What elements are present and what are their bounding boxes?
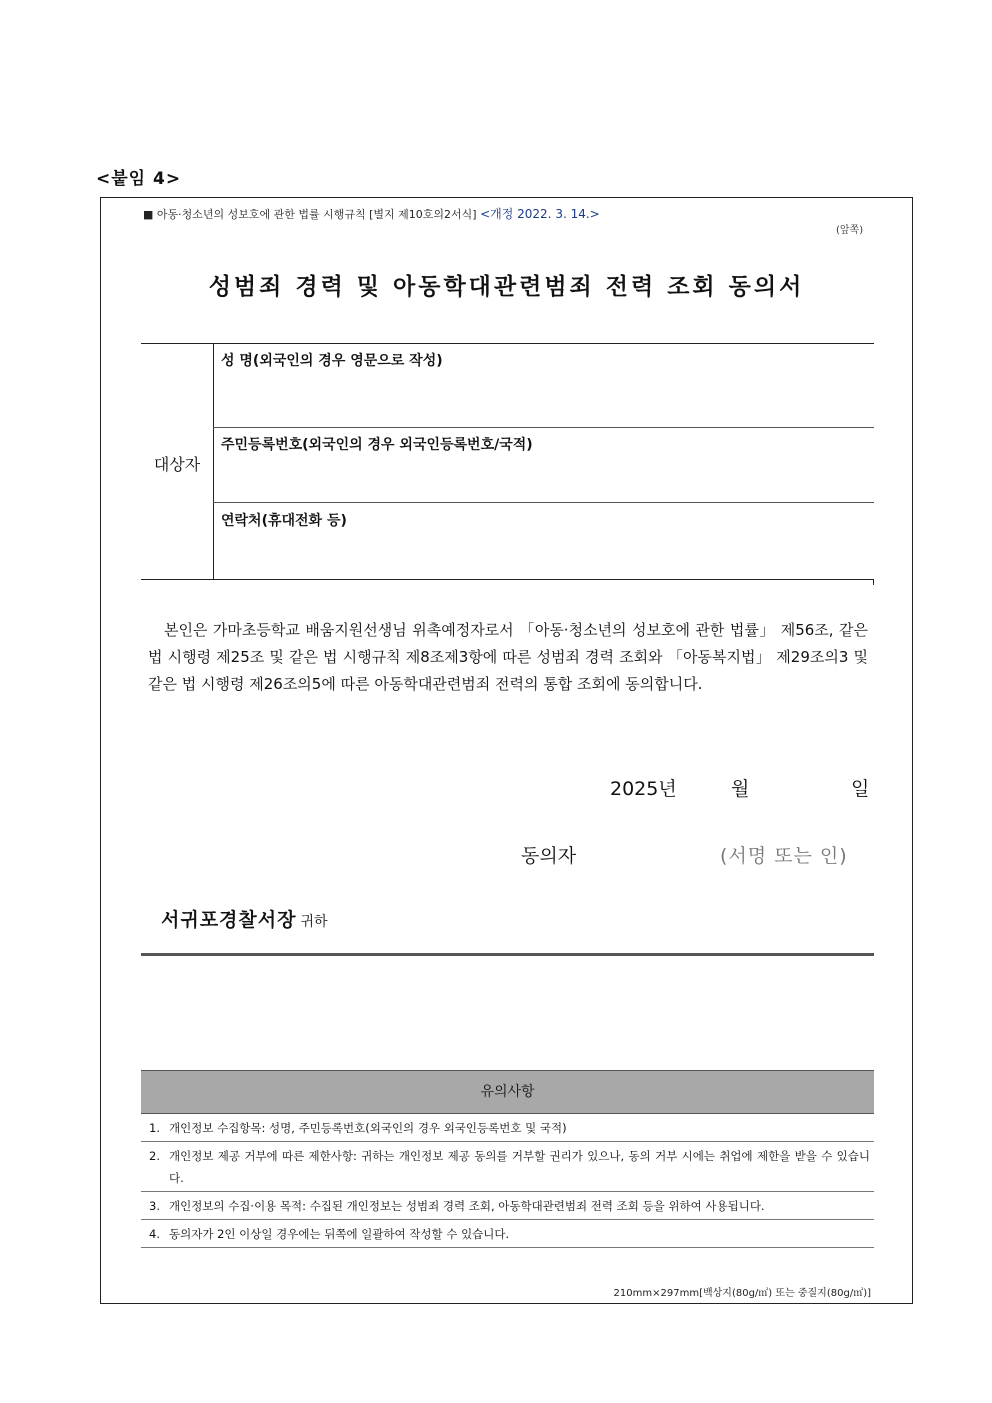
- note-text: 개인정보 제공 거부에 따른 제한사항: 귀하는 개인정보 제공 동의를 거부할 권리가 있으나, 동의 거부 시에는 취업에 제한을 받을 수 있습니다.: [169, 1149, 870, 1185]
- addressee-name: 서귀포경찰서장: [161, 909, 297, 931]
- note-number: 4.: [149, 1227, 160, 1241]
- table-divider: [213, 344, 214, 580]
- note-number: 1.: [149, 1121, 160, 1135]
- section-divider: [141, 953, 874, 956]
- note-text: 동의자가 2인 이상일 경우에는 뒤쪽에 일괄하여 작성할 수 있습니다.: [169, 1227, 510, 1241]
- date-year: 2025년: [610, 778, 677, 800]
- note-item: [141, 1220, 874, 1248]
- paper-spec: 210mm×297mm[백상지(80g/㎡) 또는 중질지(80g/㎡)]: [613, 1288, 871, 1299]
- note-number: 3.: [149, 1199, 160, 1213]
- addressee-suffix: 귀하: [300, 914, 328, 930]
- consent-text: 본인은 가마초등학교 배움지원선생님 위촉예정자로서 「아동·청소년의 성보호에 관한 법률」 제56조, 같은 법 시행령 제25조 및 같은 법 시행규칙 제8조제3항에 따른 성범죄 경력 조회와 「아동복지법」 제29조의3 및 같은 법 시행령 제26조의5에 따른 아동학대관련범죄 전력의 통합 조회에 동의합니다.: [148, 621, 868, 693]
- consenter-label: 동의자: [521, 845, 577, 867]
- notes-heading: 유의사항: [141, 1070, 874, 1114]
- law-reference-text: ■ 아동·청소년의 성보호에 관한 법률 시행규칙 [별지 제10호의2서식]: [143, 208, 477, 221]
- note-text: 개인정보 수집항목: 성명, 주민등록번호(외국인의 경우 외국인등록번호 및 국적): [169, 1121, 567, 1135]
- name-field-label: 성 명(외국인의 경우 영문으로 작성): [221, 353, 443, 369]
- signature-placeholder: (서명 또는 인): [720, 845, 848, 867]
- contact-field-label: 연락처(휴대전화 등): [221, 513, 347, 529]
- date-day: 일: [851, 778, 870, 800]
- form-title: 성범죄 경력 및 아동학대관련범죄 전력 조회 동의서: [208, 274, 805, 300]
- note-text: 개인정보의 수집·이용 목적: 수집된 개인정보는 성범죄 경력 조회, 아동학대관련범죄 전력 조회 등을 위하여 사용됩니다.: [169, 1199, 765, 1213]
- row-separator: [213, 427, 874, 428]
- page-side-label: (앞쪽): [836, 225, 864, 236]
- row-separator: [213, 502, 874, 503]
- attachment-label: <붙임 4>: [96, 169, 182, 189]
- subject-table: [141, 343, 874, 580]
- subject-label: 대상자: [153, 455, 201, 474]
- revision-date: <개정 2022. 3. 14.>: [480, 207, 600, 221]
- notes-section: [141, 1070, 874, 1248]
- id-number-field-label: 주민등록번호(외국인의 경우 외국인등록번호/국적): [221, 437, 533, 453]
- date-month: 월: [731, 778, 750, 800]
- law-reference: [143, 205, 600, 222]
- note-item: [141, 1192, 874, 1220]
- table-corner-tick: [873, 579, 874, 585]
- note-item: [141, 1114, 874, 1142]
- note-item: [141, 1142, 874, 1192]
- addressee: [161, 905, 328, 932]
- note-number: 2.: [149, 1149, 160, 1163]
- consent-statement: [148, 617, 868, 698]
